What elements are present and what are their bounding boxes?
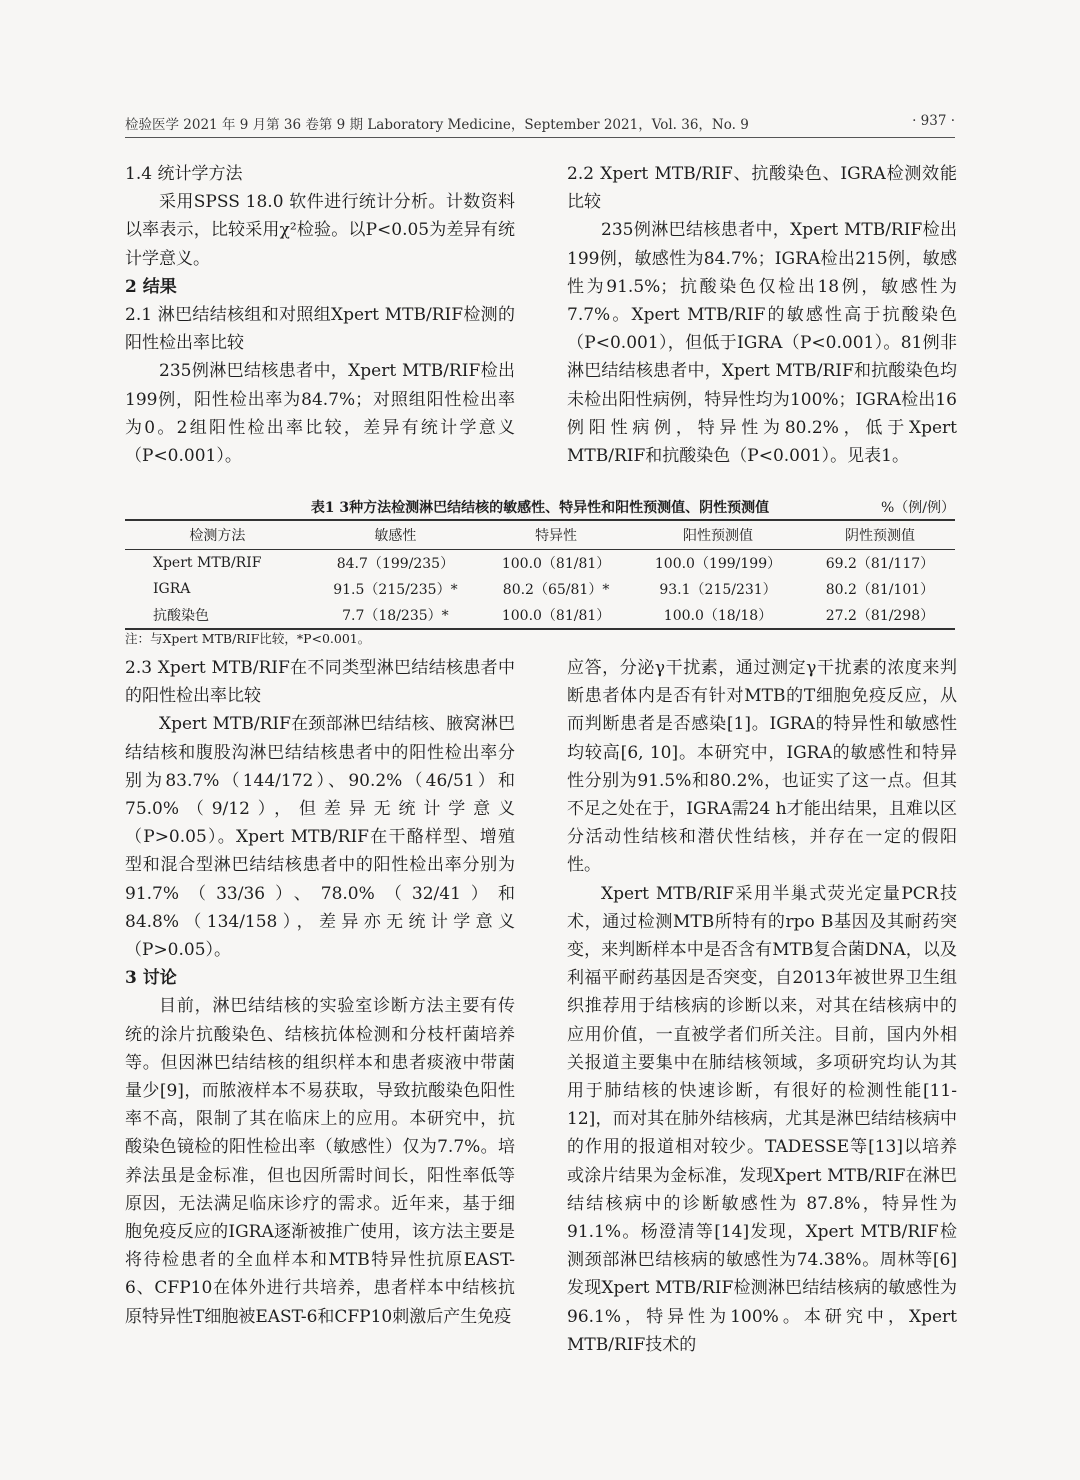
table-cell: 抗酸染色 — [125, 602, 310, 629]
table-cell: 80.2（65/81）* — [502, 582, 610, 598]
table-cell: 91.5（215/235）* — [333, 582, 458, 598]
table-cell: 7.7（18/235）* — [310, 602, 481, 629]
section-2-2-title: 2.2 Xpert MTB/RIF、抗酸染色、IGRA检测效能比较 — [567, 164, 957, 213]
discussion-paragraph-1: 应答，分泌γ干扰素，通过测定γ干扰素的浓度来判断患者体内是否有针对MTB的T细胞免疫反应，从而判断患者是否感染[1]。IGRA的特异性和敏感性均较高[6, 10]。本研究中，IGRA的敏感性和特异性分别为91.5%和80.2%，也证实了这一点。但其不足之处在于，IGRA需24 h才能出结果，且难以区分活动性结核和潜伏性结核，并存在一定的假阳性。 — [567, 658, 957, 876]
table-cell: 100.0（81/81） — [501, 556, 611, 572]
discussion-paragraph-2: Xpert MTB/RIF采用半巢式荧光定量PCR技术，通过检测MTB所特有的rpo B基因及其耐药突变，来判断样本中是否含有MTB复合菌DNA，以及利福平耐药基因是否突变，自2013年被世界卫生组织推荐用于结核病的诊断以来，对其在结核病中的应用价值，一直被学者们所关注。目前，国内外相关报道主要集中在肺结核领域，多项研究均认为其用于肺结核的快速诊断，有很好的检测性能[11-12]，而对其在肺外结核病，尤其是淋巴结结核病中的作用的报道相对较少。TADESSE等[13]以培养或涂片结果为金标准，发现Xpert MTB/RIF在淋巴结结核病中的诊断敏感性为 87.8%，特异性为91.1%。杨澄清等[14]发现，Xpert MTB/RIF检测颈部淋巴结核病的敏感性为74.38%。周林等[6]发现Xpert MTB/RIF检测淋巴结结核病的敏感性为96.1%，特异性为100%。本研究中，Xpert MTB/RIF技术的 — [567, 883, 957, 1355]
table-header-cell: 阳性预测值 — [631, 520, 805, 550]
section-1-4-body: 采用SPSS 18.0 软件进行统计分析。计数资料以率表示，比较采用χ²检验。以P<0.05为差异有统计学意义。 — [125, 192, 515, 269]
table-cell: 100.0（18/18） — [631, 602, 805, 629]
table-row — [125, 602, 955, 629]
table-header-cell: 检测方法 — [125, 520, 310, 550]
section-2-title: 2 结果 — [125, 276, 177, 297]
table-cell: 100.0（199/199） — [654, 556, 782, 572]
table-row — [125, 576, 955, 602]
section-2-1-title: 2.1 淋巴结结核组和对照组Xpert MTB/RIF检测的阳性检出率比较 — [125, 305, 515, 354]
table-1-unit: %（例/例） — [880, 500, 955, 516]
table-1-title: 表1 3种方法检测淋巴结结核的敏感性、特异性和阳性预测值、阴性预测值 — [310, 500, 770, 516]
table-1-note: 注：与Xpert MTB/RIF比较，*P<0.001。 — [125, 631, 371, 646]
table-cell: IGRA — [153, 581, 191, 597]
running-header — [125, 113, 955, 138]
table-cell: 69.2（81/117） — [825, 556, 935, 572]
section-2-2-body: 235例淋巴结核患者中，Xpert MTB/RIF检出199例，敏感性为84.7%；IGRA检出215例，敏感性为91.5%；抗酸染色仅检出18例，敏感性为7.7%。Xpert MTB/RIF的敏感性高于抗酸染色（P<0.001），但低于IGRA（P<0.001）。81例非淋巴结结核患者中，Xpert MTB/RIF和抗酸染色均未检出阳性病例，特异性均为100%；IGRA检出16例阳性病例，特异性为80.2%，低于Xpert MTB/RIF和抗酸染色（P<0.001）。见表1。 — [567, 220, 957, 467]
table-header-row — [125, 520, 955, 550]
table-cell: 100.0（81/81） — [481, 602, 631, 629]
table-header-cell: 敏感性 — [310, 520, 481, 550]
section-1-4-title: 1.4 统计学方法 — [125, 164, 243, 184]
table-1-caption — [125, 497, 955, 517]
section-3-title: 3 讨论 — [125, 968, 177, 989]
table-header-cell: 阴性预测值 — [805, 520, 955, 550]
table-row — [125, 550, 955, 577]
left-column-top — [125, 160, 515, 470]
table-cell: 27.2（81/298） — [805, 602, 955, 629]
right-column-bottom — [567, 654, 957, 1359]
table-cell: 80.2（81/101） — [825, 582, 935, 598]
section-2-1-body: 235例淋巴结核患者中，Xpert MTB/RIF检出199例，阳性检出率为84.7%；对照组阳性检出率为0。2组阳性检出率比较，差异有统计学意义（P<0.001）。 — [125, 361, 515, 467]
table-1 — [125, 519, 955, 630]
right-column-top — [567, 160, 957, 470]
page-number: · 937 · — [912, 113, 955, 129]
section-2-3-title: 2.3 Xpert MTB/RIF在不同类型淋巴结结核患者中的阳性检出率比较 — [125, 658, 515, 707]
table-cell: 84.7（199/235） — [336, 556, 455, 572]
table-cell: 93.1（215/231） — [659, 582, 777, 598]
section-3-body: 目前，淋巴结结核的实验室诊断方法主要有传统的涂片抗酸染色、结核抗体检测和分枝杆菌培养等。但因淋巴结结核的组织样本和患者痰液中带菌量少[9]，而脓液样本不易获取，导致抗酸染色阳性率不高，限制了其在临床上的应用。本研究中，抗酸染色镜检的阳性检出率（敏感性）仅为7.7%。培养法虽是金标准，但也因所需时间长，阳性率低等原因，无法满足临床诊疗的需求。近年来，基于细胞免疫反应的IGRA逐渐被推广使用，该方法主要是将待检患者的全血样本和MTB特异性抗原EAST-6、CFP10在体外进行共培养，患者样本中结核抗原特异性T细胞被EAST-6和CFP10刺激后产生免疫 — [125, 996, 515, 1327]
table-cell: Xpert MTB/RIF — [153, 555, 262, 571]
table-header-cell: 特异性 — [481, 520, 631, 550]
left-column-bottom — [125, 654, 515, 1331]
journal-info: 检验医学 2021 年 9 月第 36 卷第 9 期 Laboratory Medicine，September 2021，Vol. 36，No. 9 — [125, 117, 749, 133]
section-2-3-body: Xpert MTB/RIF在颈部淋巴结结核、腋窝淋巴结结核和腹股沟淋巴结结核患者中的阳性检出率分别为83.7%（144/172）、90.2%（46/51）和75.0%（9/12），但差异无统计学意义（P>0.05）。Xpert MTB/RIF在干酪样型、增殖型和混合型淋巴结结核患者中的阳性检出率分别为91.7%（33/36）、78.0%（32/41）和84.8%（134/158），差异亦无统计学意义（P>0.05）。 — [125, 714, 515, 961]
